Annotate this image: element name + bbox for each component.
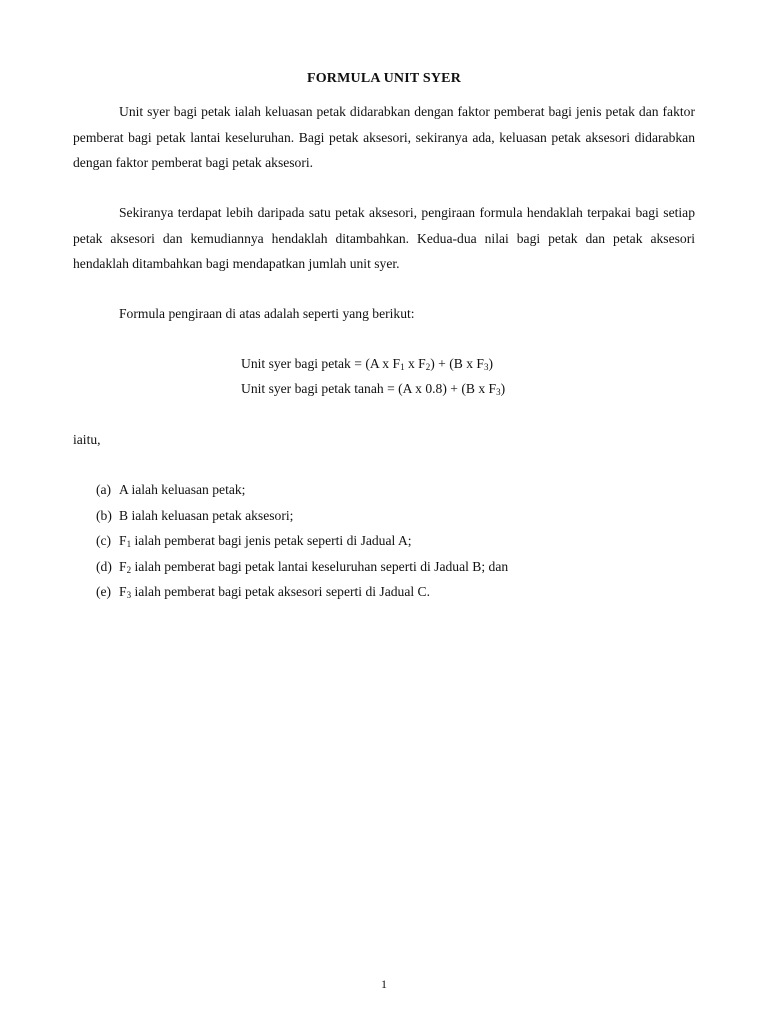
list-item: (a) A ialah keluasan petak; [96, 482, 246, 497]
paragraph-multiple-accessory: Sekiranya terdapat lebih daripada satu petak aksesori, pengiraan formula hendaklah terpakai bagi setiap petak aksesori dan kemudiannya hendaklah ditambahkan. Kedua-dua nilai bagi petak dan petak aksesori hendaklah ditambahkan bagi mendapatkan jumlah unit syer. [73, 205, 695, 271]
page-number: 1 [381, 977, 387, 991]
formula-unit-syer-petak: Unit syer bagi petak = (A x $F_1$ x $F_2) + (B$ x $F_3$) [241, 356, 493, 372]
paragraph-formula-intro: Formula pengiraan di atas adalah seperti yang berikut: [119, 306, 415, 321]
list-item: (c) $F_1$ ialah pemberat bagi jenis petak seperti di Jadual A; [96, 533, 412, 549]
paragraph-definition: Unit syer bagi petak ialah keluasan petak didarabkan dengan faktor pemberat bagi jenis petak dan faktor pemberat bagi petak lantai keseluruhan. Bagi petak aksesori, sekiranya ada, keluasan petak aksesori didarabkan dengan faktor pemberat bagi petak aksesori. [73, 104, 695, 170]
document-title: FORMULA UNIT SYER [306, 71, 462, 86]
iaitu-label: iaitu, [73, 432, 101, 447]
list-item: (b) B ialah keluasan petak aksesori; [96, 507, 294, 523]
list-item: (d) $F_2$ ialah pemberat bagi petak lantai keseluruhan seperti di Jadual B; dan [96, 558, 509, 575]
definition-list [96, 477, 508, 605]
formula-unit-syer-petak-tanah: Unit syer bagi petak tanah = (A x 0.8) + (B x $F_3$) [241, 381, 506, 397]
list-item: (e) $F_3$ ialah pemberat bagi petak aksesori seperti di Jadual C. [96, 584, 431, 600]
